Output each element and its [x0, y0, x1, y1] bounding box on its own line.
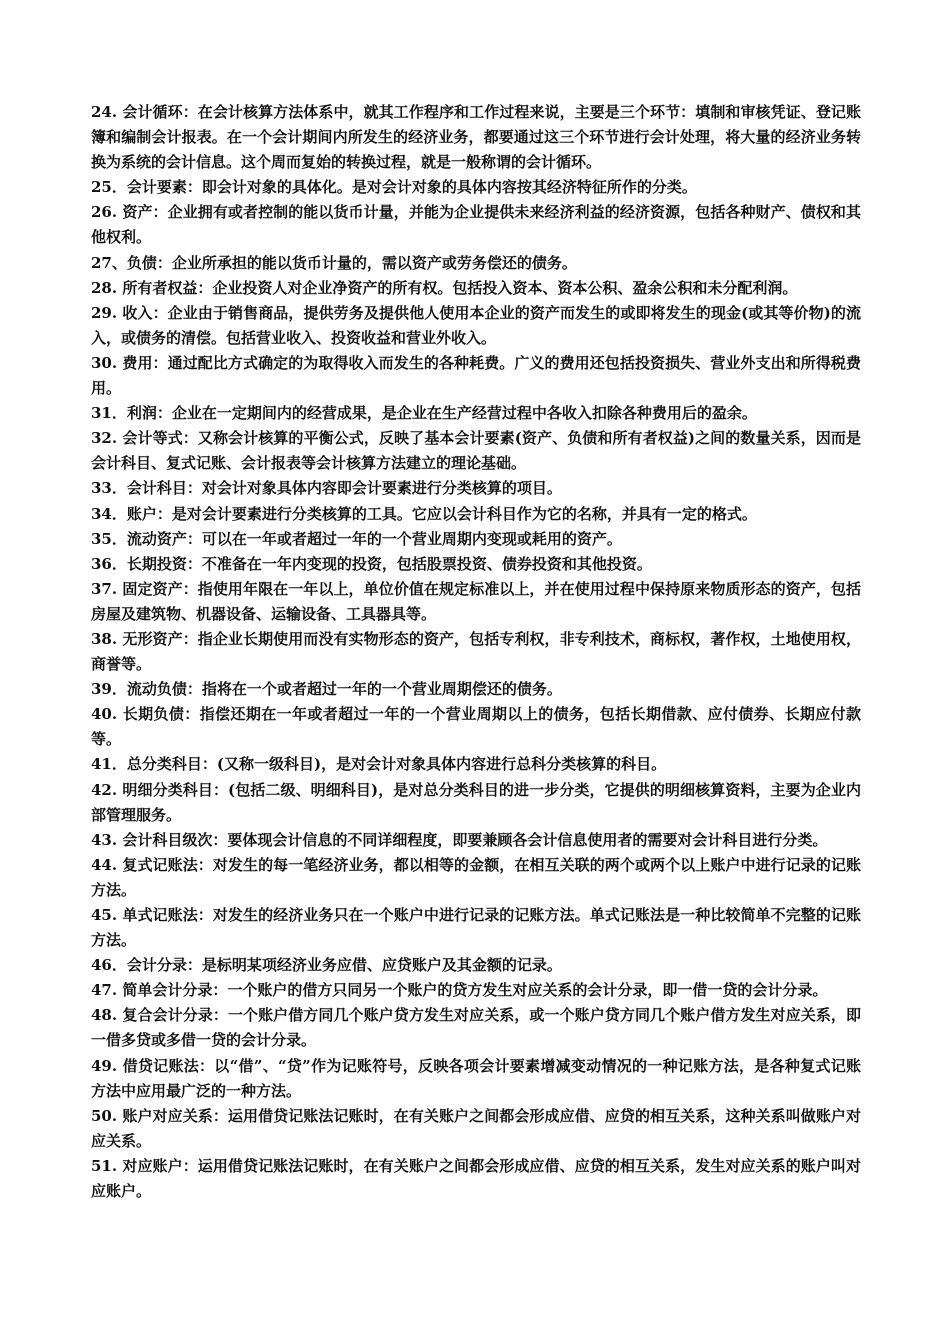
- entry-number: 24: [91, 103, 112, 121]
- definition-entry: [91, 953, 861, 978]
- entry-text: ．流动资产：可以在一年或者超过一年的一个营业周期内变现或耗用的资产。: [111, 529, 622, 548]
- definition-entry: [91, 476, 861, 501]
- definition-entry: [91, 1054, 861, 1104]
- entry-text: ．长期投资：不准备在一年内变现的投资，包括股票投资、债券投资和其他投资。: [111, 554, 652, 573]
- entry-text: ．会计科目：对会计对象具体内容即会计要素进行分类核算的项目。: [111, 479, 562, 498]
- entry-text: ．会计要素：即会计对象的具体化。是对会计对象的具体内容按其经济特征所作的分类。: [111, 178, 697, 197]
- entry-text: . 明细分类科目：(包括二级、明细科目)，是对总分类科目的进一步分类，它提供的明细核算资料，主要为企业内部管理服务。: [91, 780, 861, 824]
- entry-number: 44: [91, 855, 112, 874]
- definition-entry: [91, 351, 861, 401]
- definition-entry: [91, 677, 861, 702]
- entry-text: . 固定资产：指使用年限在一年以上，单位价值在规定标准以上，并在使用过程中保持原来物质形态的资产，包括房屋及建筑物、机器设备、运输设备、工具器具等。: [91, 579, 861, 623]
- entry-text: . 单式记账法：对发生的经济业务只在一个账户中进行记录的记账方法。单式记账法是一种比较简单不完整的记账方法。: [91, 906, 861, 950]
- entry-text: . 对应账户：运用借贷记账法记账时，在有关账户之间都会形成应借、应贷的相互关系，发生对应关系的账户叫对应账户。: [91, 1156, 861, 1201]
- entry-number: 41: [91, 755, 112, 774]
- entry-number: 26: [91, 203, 112, 222]
- entry-number: 51: [91, 1156, 112, 1175]
- entry-number: 27: [91, 253, 112, 272]
- entry-number: 25: [91, 178, 112, 197]
- definition-entry: [91, 301, 861, 351]
- entry-text: . 借贷记账法：以“借”、“贷”作为记账符号，反映各项会计要素增减变动情况的一种记账方法，是各种复式记账方法中应用最广泛的一种方法。: [91, 1056, 861, 1100]
- entry-text: . 会计科目级次：要体现会计信息的不同详细程度，即要兼顾各会计信息使用者的需要对会计科目进行分类。: [111, 830, 828, 849]
- entry-number: 50: [91, 1106, 112, 1125]
- entry-number: 35: [91, 529, 112, 548]
- entry-number: 28: [91, 278, 112, 297]
- entry-text: 、负债：企业所承担的能以货币计量的，需以资产或劳务偿还的债务。: [111, 253, 577, 272]
- entry-number: 42: [91, 780, 112, 799]
- entry-number: 46: [91, 956, 112, 975]
- entry-text: . 简单会计分录：一个账户的借方只同另一个账户的贷方发生对应关系的会计分录，即一借一贷的会计分录。: [111, 981, 828, 1000]
- entry-text: . 无形资产：指企业长期使用而没有实物形态的资产，包括专利权，非专利技术，商标权，著作权，土地使用权，商誉等。: [91, 629, 861, 674]
- entry-number: 32: [91, 429, 112, 448]
- definition-entry: [91, 903, 861, 953]
- definition-entry: [91, 853, 861, 903]
- entry-text: ．流动负债：指将在一个或者超过一年的一个营业周期偿还的债务。: [111, 680, 562, 699]
- definition-entry: [91, 627, 861, 677]
- definition-entry: [91, 276, 861, 301]
- entry-number: 36: [91, 554, 112, 573]
- entry-number: 30: [91, 353, 112, 372]
- definition-entry: [91, 577, 861, 627]
- entry-text: . 长期负债：指偿还期在一年或者超过一年的一个营业周期以上的债务，包括长期借款、应付债券、长期应付款等。: [91, 705, 861, 749]
- entry-text: . 会计等式：又称会计核算的平衡公式，反映了基本会计要素(资产、负债和所有者权益)之间的数量关系，因而是会计科目、复式记账、会计报表等会计核算方法建立的理论基础。: [91, 429, 861, 473]
- entry-text: . 费用：通过配比方式确定的为取得收入而发生的各种耗费。广义的费用还包括投资损失、营业外支出和所得税费用。: [91, 353, 861, 398]
- entry-text: . 复式记账法：对发生的每一笔经济业务，都以相等的金额，在相互关联的两个或两个以上账户中进行记录的记账方法。: [91, 855, 861, 899]
- entry-text: . 复合会计分录：一个账户借方同几个账户贷方发生对应关系，或一个账户贷方同几个账户借方发生对应关系，即一借多贷或多借一贷的会计分录。: [91, 1006, 861, 1050]
- entry-text: . 会计循环：在会计核算方法体系中，就其工作程序和工作过程来说，主要是三个环节：填制和审核凭证、登记账簿和编制会计报表。在一个会计期间内所发生的经济业务，都要通过这三个环节进行会计处理，将大量的经济业务转换为系统的会计信息。这个周而复始的转换过程，就是一般称谓的会计循环。: [91, 103, 861, 172]
- entry-text: ．会计分录：是标明某项经济业务应借、应贷账户及其金额的记录。: [111, 956, 562, 975]
- entry-number: 31: [91, 404, 112, 423]
- definition-entry: [91, 978, 861, 1003]
- definition-entry: [91, 100, 861, 175]
- definition-entry: [91, 502, 861, 527]
- definition-entry: [91, 1104, 861, 1154]
- entry-number: 49: [91, 1056, 112, 1075]
- definition-entry: [91, 1003, 861, 1053]
- definition-entry: [91, 426, 861, 476]
- entry-number: 40: [91, 705, 112, 724]
- definition-entry: [91, 752, 861, 777]
- entry-number: 43: [91, 830, 112, 849]
- definition-entry: [91, 552, 861, 577]
- entry-text: ．利润：企业在一定期间内的经营成果，是企业在生产经营过程中各收入扣除各种费用后的盈余。: [111, 404, 757, 423]
- definition-entry: [91, 200, 861, 250]
- entry-number: 34: [91, 504, 112, 523]
- entry-text: ．账户：是对会计要素进行分类核算的工具。它应以会计科目作为它的名称，并具有一定的格式。: [111, 504, 757, 523]
- entry-number: 38: [91, 629, 112, 648]
- entry-number: 37: [91, 579, 112, 598]
- entry-text: . 账户对应关系：运用借贷记账法记账时，在有关账户之间都会形成应借、应贷的相互关系，这种关系叫做账户对应关系。: [91, 1106, 861, 1150]
- entry-text: . 所有者权益：企业投资人对企业净资产的所有权。包括投入资本、资本公积、盈余公积和未分配利润。: [111, 278, 798, 297]
- entry-text: . 收入：企业由于销售商品，提供劳务及提供他人使用本企业的资产而发生的或即将发生的现金(或其等价物)的流入，或债务的清偿。包括营业收入、投资收益和营业外收入。: [91, 303, 861, 347]
- definition-entry: [91, 828, 861, 853]
- definition-entry: [91, 778, 861, 828]
- definition-entry: [91, 401, 861, 426]
- entry-number: 45: [91, 906, 112, 924]
- definition-entry: [91, 527, 861, 552]
- definition-entry: [91, 702, 861, 752]
- entry-number: 33: [91, 479, 112, 498]
- entry-text: ．总分类科目：(又称一级科目)，是对会计对象具体内容进行总科分类核算的科目。: [111, 755, 667, 774]
- definition-entry: [91, 251, 861, 276]
- entry-number: 47: [91, 981, 112, 1000]
- document-body: [91, 100, 861, 1204]
- entry-number: 29: [91, 303, 112, 322]
- entry-number: 48: [91, 1006, 112, 1025]
- entry-text: . 资产：企业拥有或者控制的能以货币计量，并能为企业提供未来经济利益的经济资源，包括各种财产、债权和其他权利。: [91, 203, 861, 247]
- definition-entry: [91, 175, 861, 200]
- definition-entry: [91, 1154, 861, 1204]
- entry-number: 39: [91, 680, 112, 699]
